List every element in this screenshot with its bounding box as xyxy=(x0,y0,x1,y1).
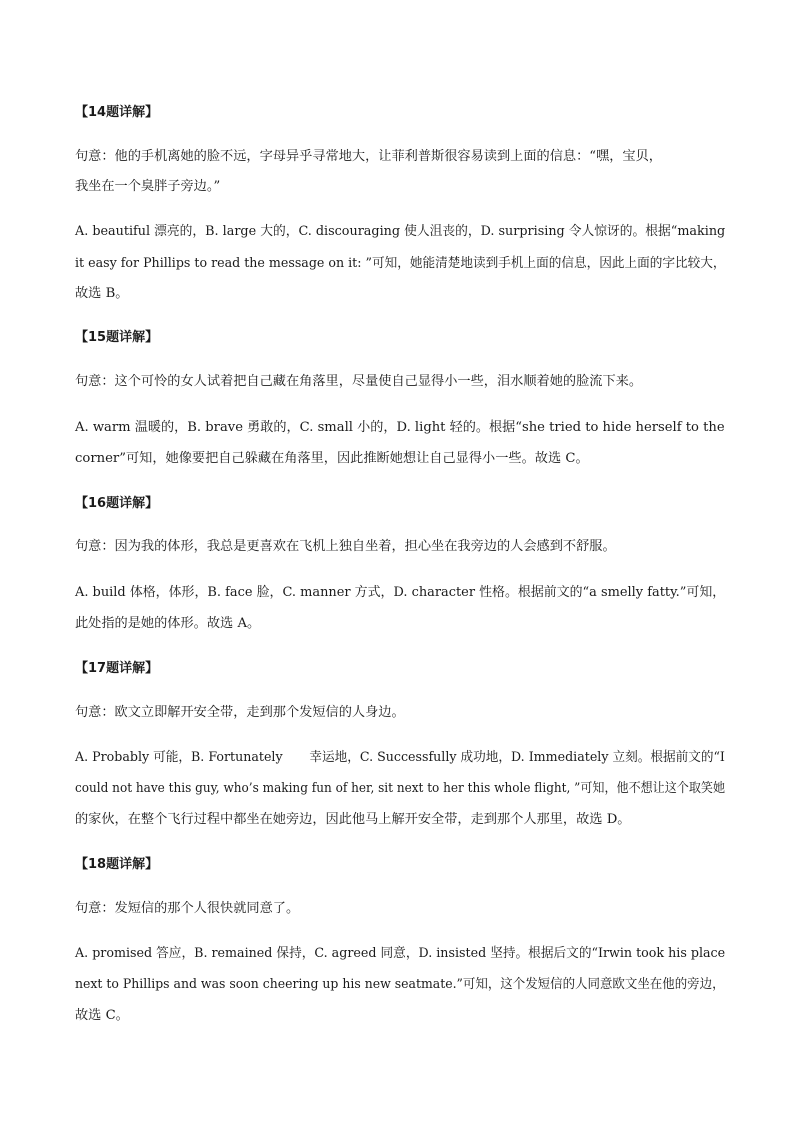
section-14-heading: 【14题详解】 xyxy=(75,105,159,120)
section-15-analysis-line-2: corner”可知，她像要把自己躲藏在角落里，因此推断她想让自己显得小一些。故选 C。 xyxy=(75,451,589,466)
section-15-analysis-line-1: A. warm 温暖的，B. brave 勇敢的，C. small 小的，D. light 轻的。根据“she tried to hide herself to the xyxy=(75,420,725,435)
section-18-meaning-line-1: 句意：发短信的那个人很快就同意了。 xyxy=(75,901,300,916)
section-14-meaning-line-2: 我坐在一个臭胖子旁边。” xyxy=(75,179,221,194)
section-18-analysis-line-2: next to Phillips and was soon cheering up his new seatmate.”可知，这个发短信的人同意欧文坐在他的旁边， xyxy=(75,977,725,992)
section-18-analysis-line-3: 故选 C。 xyxy=(75,1008,129,1023)
section-17-analysis-line-1 xyxy=(75,748,725,768)
section-17-analysis-line-2: could not have this guy, who’s making fun of her, sit next to her this whole flight, ”可知，他不想让这个取笑她 xyxy=(75,781,726,796)
section-15-meaning-line-1: 句意：这个可怜的女人试着把自己藏在角落里，尽量使自己显得小一些，泪水顺着她的脸流下来。 xyxy=(75,374,643,389)
section-17-meaning-line-1: 句意：欧文立即解开安全带，走到那个发短信的人身边。 xyxy=(75,705,405,720)
section-17-analysis-line-3: 的家伙，在整个飞行过程中都坐在她旁边，因此他马上解开安全带，走到那个人那里，故选 D。 xyxy=(75,812,631,827)
section-18-heading: 【18题详解】 xyxy=(75,857,159,872)
section-14-analysis-line-2: it easy for Phillips to read the message on it: ”可知，她能清楚地读到手机上面的信息，因此上面的字比较大， xyxy=(75,256,726,271)
section-16-analysis-line-2: 此处指的是她的体形。故选 A。 xyxy=(75,616,261,631)
section-18-analysis-line-1: A. promised 答应，B. remained 保持，C. agreed 同意，D. insisted 坚持。根据后文的“Irwin took his place xyxy=(75,946,726,961)
section-16-meaning-line-1: 句意：因为我的体形，我总是更喜欢在飞机上独自坐着，担心坐在我旁边的人会感到不舒服。 xyxy=(75,539,616,554)
section-17-heading: 【17题详解】 xyxy=(75,661,159,676)
section-16-heading: 【16题详解】 xyxy=(75,496,159,511)
section-16-analysis-line-1: A. build 体格，体形，B. face 脸，C. manner 方式，D. character 性格。根据前文的“a smelly fatty.”可知， xyxy=(75,585,726,600)
section-17-analysis-line-1-part-a: A. Probably 可能，B. Fortunately xyxy=(75,750,283,765)
section-15-heading: 【15题详解】 xyxy=(75,330,159,345)
section-14-analysis-line-3: 故选 B。 xyxy=(75,286,129,301)
section-14-analysis-line-1: A. beautiful 漂亮的，B. large 大的，C. discouraging 使人沮丧的，D. surprising 令人惊讶的。根据“making xyxy=(75,224,726,239)
section-14-meaning-line-1: 句意：他的手机离她的脸不远，字母异乎寻常地大，让菲利普斯很容易读到上面的信息：“嘿，宝贝， xyxy=(75,149,662,164)
section-17-analysis-line-1-part-b: 幸运地，C. Successfully 成功地，D. Immediately 立刻。根据前文的“I xyxy=(309,750,725,765)
